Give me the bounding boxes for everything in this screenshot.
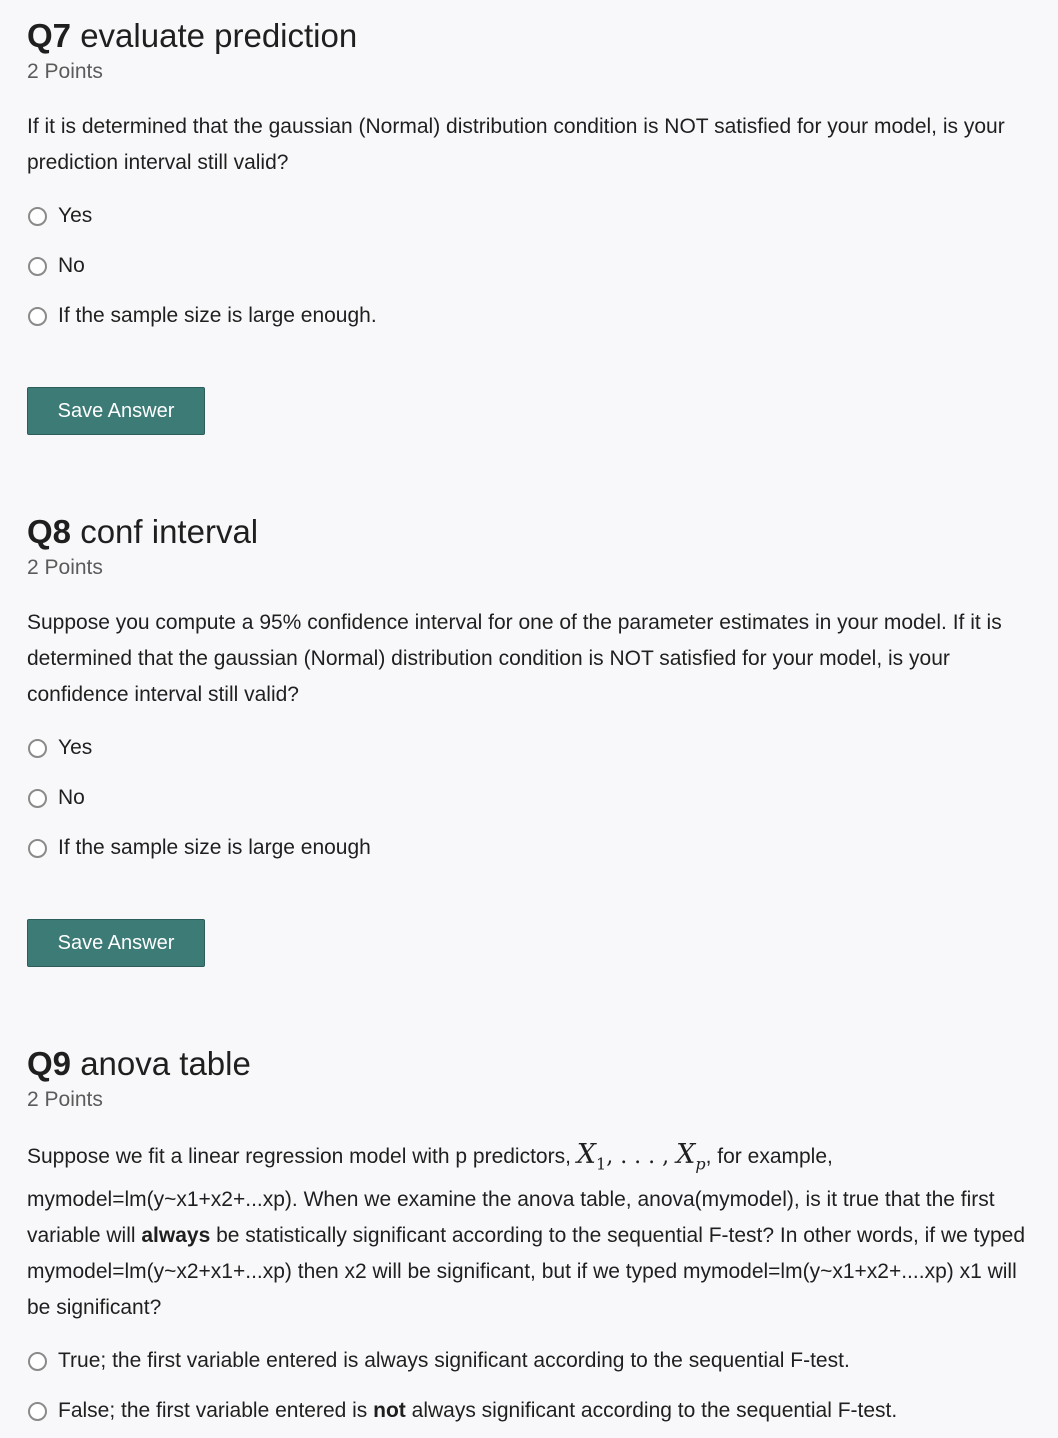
option-false[interactable] [27, 1386, 1037, 1436]
option-label: If the sample size is large enough. [58, 304, 377, 327]
question-text [27, 1137, 1037, 1326]
question-text-part: Suppose we fit a linear regression model with p predictors, [27, 1145, 577, 1168]
math-variable: X [576, 1139, 597, 1170]
question-title [27, 1044, 1037, 1084]
question-name: anova table [80, 1045, 251, 1082]
option-sample-size[interactable] [27, 823, 1037, 873]
option-label-part: always significant according to the sequential F-test. [405, 1399, 898, 1423]
question-q9 [27, 1044, 1037, 1436]
option-label-bold: not [373, 1399, 406, 1423]
question-q7 [27, 16, 1037, 435]
radio-button[interactable] [28, 739, 47, 758]
radio-button[interactable] [28, 1402, 47, 1421]
question-number: Q7 [27, 17, 72, 54]
question-points: 2 Points [27, 556, 103, 579]
radio-button[interactable] [28, 839, 47, 858]
question-q8 [27, 512, 1037, 967]
question-text-part: be statistically significant according to the sequential F-test? In other words, if we typed mymodel=lm(y~x2+x1+...xp) then x2 will be significant, but if we typed mymodel=lm(y~x1+x2+....xp) x1 will be significant? [27, 1224, 1026, 1320]
question-text: Suppose you compute a 95% confidence interval for one of the parameter estimates in your model. If it is determined that the gaussian (Normal) distribution condition is NOT satisfied for your model, is your confidence interval still valid? [27, 611, 1002, 706]
option-label: No [58, 254, 85, 277]
question-number: Q8 [27, 513, 72, 550]
save-answer-button[interactable]: Save Answer [27, 919, 205, 967]
radio-button[interactable] [28, 789, 47, 808]
option-sample-size[interactable] [27, 291, 1037, 341]
answer-options [27, 1336, 1037, 1436]
option-label: If the sample size is large enough [58, 836, 371, 859]
option-no[interactable] [27, 773, 1037, 823]
question-text: If it is determined that the gaussian (Normal) distribution condition is NOT satisfied for your model, is your prediction interval still valid? [27, 115, 1005, 174]
question-title [27, 16, 1037, 56]
math-subscript: 1 [596, 1154, 607, 1174]
save-answer-button[interactable]: Save Answer [27, 387, 205, 435]
option-label-part: False; the first variable entered is [58, 1399, 374, 1423]
option-label: No [58, 786, 85, 809]
option-label: Yes [58, 736, 93, 759]
math-expression [576, 1139, 706, 1174]
option-yes[interactable] [27, 723, 1037, 773]
radio-button[interactable] [28, 307, 47, 326]
option-true[interactable] [27, 1336, 1037, 1386]
question-text-bold: always [141, 1224, 211, 1248]
question-text-part: , for example, mymodel=lm(y~x1+x2+...xp). When we examine the anova table, anova(mymodel), is it true that the first variable will [27, 1145, 995, 1248]
radio-button[interactable] [28, 257, 47, 276]
math-variable: X [676, 1139, 696, 1170]
question-name: evaluate prediction [80, 17, 358, 54]
math-subscript: p [695, 1154, 706, 1174]
math-ellipsis: , . . . , [606, 1144, 677, 1169]
option-yes[interactable] [27, 191, 1037, 241]
radio-button[interactable] [28, 207, 47, 226]
option-label: Yes [58, 204, 93, 227]
question-title [27, 512, 1037, 552]
question-points: 2 Points [27, 60, 103, 83]
answer-options [27, 191, 1037, 341]
radio-button[interactable] [28, 1352, 47, 1371]
question-points: 2 Points [27, 1088, 103, 1111]
option-no[interactable] [27, 241, 1037, 291]
answer-options [27, 723, 1037, 873]
question-number: Q9 [27, 1045, 72, 1082]
option-label: True; the first variable entered is always significant according to the sequential F-test. [58, 1349, 850, 1373]
option-label [58, 1399, 897, 1423]
question-name: conf interval [80, 513, 259, 550]
